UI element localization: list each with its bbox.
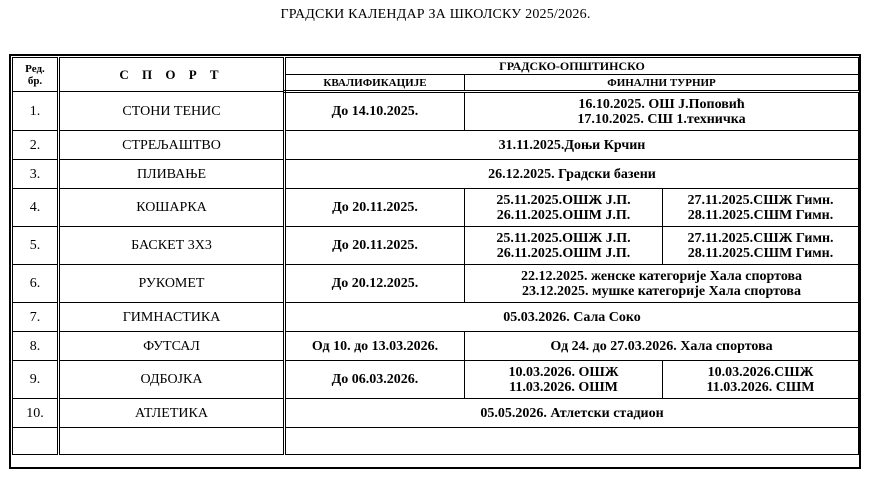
row-sport: ОДБОЈКА: [59, 361, 285, 399]
row-sport: ПЛИВАЊЕ: [59, 160, 285, 189]
table-row: [13, 332, 859, 361]
row-sport: БАСКЕТ 3Х3: [59, 227, 285, 265]
row-qualification: До 20.11.2025.: [285, 189, 465, 227]
row-final: Од 24. до 27.03.2026. Хала спортова: [465, 332, 859, 361]
table-row: [13, 399, 859, 428]
header-final: ФИНАЛНИ ТУРНИР: [465, 75, 859, 92]
row-final-line1: 16.10.2025. ОШ Ј.Поповић: [578, 96, 745, 112]
row-num: 2.: [13, 131, 59, 160]
table-row: [13, 361, 859, 399]
row-final-secondary-line2: 11.03.2026. СШМ: [706, 379, 815, 395]
row-final-secondary: [663, 361, 859, 399]
table-row: [13, 227, 859, 265]
table-row: [13, 160, 859, 189]
row-num: 5.: [13, 227, 59, 265]
row-event: 31.11.2025.Доњи Крчин: [285, 131, 859, 160]
page-title: ГРАДСКИ КАЛЕНДАР ЗА ШКОЛСКУ 2025/2026.: [280, 7, 591, 22]
row-qualification: Од 10. до 13.03.2026.: [285, 332, 465, 361]
row-num: 10.: [13, 399, 59, 428]
row-num: 8.: [13, 332, 59, 361]
row-qualification: До 20.12.2025.: [285, 265, 465, 303]
table-row-empty: [13, 428, 859, 455]
row-qualification: До 14.10.2025.: [285, 92, 465, 131]
row-final-secondary: [663, 227, 859, 265]
row-sport: ГИМНАСТИКА: [59, 303, 285, 332]
row-final-secondary: [663, 189, 859, 227]
row-final-elementary-line2: 26.11.2025.ОШМ Ј.П.: [496, 207, 631, 223]
row-final-line1: 22.12.2025. женске категорије Хала спортова: [520, 268, 803, 284]
row-final-elementary-line1: 25.11.2025.ОШЖ Ј.П.: [496, 230, 631, 246]
row-final-elementary: [465, 227, 663, 265]
row-final-elementary-line1: 25.11.2025.ОШЖ Ј.П.: [496, 192, 631, 208]
row-sport: АТЛЕТИКА: [59, 399, 285, 428]
row-num: 9.: [13, 361, 59, 399]
row-event: 05.03.2026. Сала Соко: [285, 303, 859, 332]
row-final-secondary-line1: 27.11.2025.СШЖ Гимн.: [687, 230, 834, 246]
row-final: [465, 265, 859, 303]
empty-cell: [285, 428, 859, 455]
row-sport: РУКОМЕТ: [59, 265, 285, 303]
header-qualifications: КВАЛИФИКАЦИЈЕ: [285, 75, 465, 92]
row-event: 26.12.2025. Градски базени: [285, 160, 859, 189]
row-num: 4.: [13, 189, 59, 227]
header-num-line1: Ред.: [25, 62, 45, 75]
row-qualification: До 06.03.2026.: [285, 361, 465, 399]
row-final-elementary-line2: 11.03.2026. ОШМ: [509, 379, 618, 395]
row-sport: СТОНИ ТЕНИС: [59, 92, 285, 131]
header-row-1: [13, 58, 859, 75]
header-sport: С П О Р Т: [59, 58, 285, 92]
row-final-secondary-line2: 28.11.2025.СШМ Гимн.: [687, 245, 834, 261]
row-final-line2: 23.12.2025. мушке категорије Хала спортова: [522, 283, 801, 299]
row-final-elementary-line1: 10.03.2026. ОШЖ: [508, 364, 619, 380]
row-num: 6.: [13, 265, 59, 303]
empty-cell: [13, 428, 59, 455]
row-final-line2: 17.10.2025. СШ 1.техничка: [577, 111, 746, 127]
header-num-line2: бр.: [27, 74, 43, 87]
row-sport: СТРЕЉАШТВО: [59, 131, 285, 160]
row-sport: КОШАРКА: [59, 189, 285, 227]
header-group: ГРАДСКО-ОПШТИНСКО: [285, 58, 859, 75]
row-final-secondary-line1: 10.03.2026.СШЖ: [707, 364, 814, 380]
table-row: [13, 303, 859, 332]
row-num: 3.: [13, 160, 59, 189]
row-event: 05.05.2026. Атлетски стадион: [285, 399, 859, 428]
row-final-elementary-line2: 26.11.2025.ОШМ Ј.П.: [496, 245, 631, 261]
calendar-table: [12, 57, 859, 455]
table-row: [13, 189, 859, 227]
header-num: [13, 58, 59, 92]
row-final-elementary: [465, 361, 663, 399]
empty-cell: [59, 428, 285, 455]
row-sport: ФУТСАЛ: [59, 332, 285, 361]
row-final-elementary: [465, 189, 663, 227]
table-row: [13, 131, 859, 160]
row-final: [465, 92, 859, 131]
table-row: [13, 265, 859, 303]
row-final-secondary-line2: 28.11.2025.СШМ Гимн.: [687, 207, 834, 223]
row-final-secondary-line1: 27.11.2025.СШЖ Гимн.: [687, 192, 834, 208]
row-num: 1.: [13, 92, 59, 131]
row-num: 7.: [13, 303, 59, 332]
table-row: [13, 92, 859, 131]
row-qualification: До 20.11.2025.: [285, 227, 465, 265]
